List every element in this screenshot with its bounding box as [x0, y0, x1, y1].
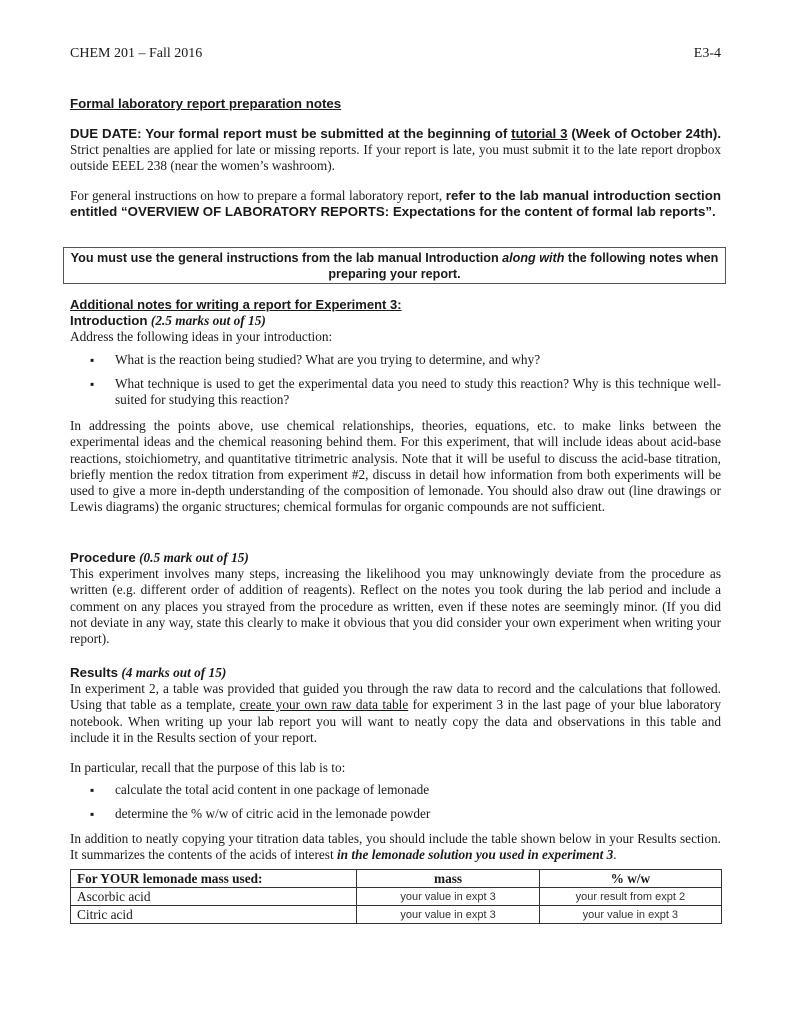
- recall-line: In particular, recall that the purpose of this lab is to:: [70, 760, 346, 776]
- procedure-paragraph: This experiment involves many steps, increasing the likelihood you may unknowingly deviate from the procedure as written (e.g. different order of addition of reagents). Reflect on the notes you took during the lab period and include a comment on any places you strayed from the procedure as written, even if these notes are seemingly minor. (If you did not deviate in any way, state this clearly to make it obvious that you did consider your own experiment when writing your report).: [70, 566, 721, 647]
- column-header: mass: [357, 870, 539, 888]
- results-section: Results (4 marks out of 15) In experiment 2, a table was provided that guided you through the raw data to record and the calculations that followed. Using that table as a template, create your own raw data table for experiment 3 in the last page of your blue laboratory notebook. When writing up your lab report you will want to neatly copy the data and observations in this table and include it in the Results section of your report. In particular, recall that the purpose of this lab is to: ▪ calculate the total acid content in one package of lemonade ▪ determine the % w/w of citric acid in the lemonade powder In addition to neatly copying your titration data tables, you should include the table shown below in your Results section. It summarizes the contents of the acids of interest in the lemonade solution you used in experiment 3.: [70, 665, 721, 863]
- list-item: ▪ calculate the total acid content in one package of lemonade: [70, 782, 721, 798]
- general-instructions: For general instructions on how to prepare a formal laboratory report, refer to the lab manual introduction section entitled “OVERVIEW OF LABORATORY REPORTS: Expectations for the content of formal lab reports”.: [70, 188, 721, 220]
- introduction-section: Additional notes for writing a report for Experiment 3: Introduction (2.5 marks out of 15) Address the following ideas in your introduction: ▪ What is the reaction being studied? What are you trying to determine, and why? ▪ What technique is used to get the experimental data you need to study this reaction? Why is this technique well-suited for studying this reaction? In addressing the points above, use chemical relationships, theories, equations, etc. to make links between the experimental ideas and the chemical reasoning behind them. For this experiment, that will include ideas about acid-base reactions, stoichiometry, and quantitative titrimetric analysis. Note that it will be useful to discuss the acid-base titration, briefly mention the redox titration from experiment #2, discuss in detail how information from both experiments will be used to give a more in-depth understanding of the composition of lemonade. You should also draw out (line drawings or Lewis diagrams) the organic structures; chemical formulas for organic compounds are not sufficient.: [70, 297, 721, 515]
- due-details: Strict penalties are applied for late or missing reports. If your report is late, you must submit it to the late report dropbox outside EEEL 238 (near the women’s washroom).: [70, 142, 721, 174]
- acid-summary-table: [70, 869, 722, 924]
- intro-heading: Introduction: [70, 313, 148, 329]
- due-label: DUE DATE:: [70, 126, 142, 141]
- list-item: ▪ determine the % w/w of citric acid in the lemonade powder: [70, 806, 721, 822]
- page-number: E3-4: [693, 46, 721, 61]
- results-paragraph: In experiment 2, a table was provided that guided you through the raw data to record and the calculations that followed. Using that table as a template, create your own raw data table for experiment 3 in the last page of your blue laboratory notebook. When writing up your lab report you will want to neatly copy the data and observations in this table and include it in the Results section of your report.: [70, 681, 722, 745]
- course-label: CHEM 201 – Fall 2016: [70, 46, 203, 61]
- table-header-row: [71, 870, 722, 888]
- column-header: % w/w: [539, 870, 721, 888]
- intro-paragraph: In addressing the points above, use chemical relationships, theories, equations, etc. to make links between the experimental ideas and the chemical reasoning behind them. For this experiment, that will include ideas about acid-base reactions, stoichiometry, and quantitative titrimetric analysis. Note that it will be useful to discuss the acid-base titration, briefly mention the redox titration from experiment #2, discuss in detail how information from both experiments will be used to give a more in-depth understanding of the composition of lemonade. You should also draw out (line drawings or Lewis diagrams) the organic structures; chemical formulas for organic compounds are not sufficient.: [70, 418, 721, 515]
- table-row: Citric acid your value in expt 3 your value in expt 3: [71, 906, 722, 924]
- due-date-section: DUE DATE: Your formal report must be submitted at the beginning of tutorial 3 (Week of October 24th). Strict penalties are applied for late or missing reports. If your report is late, you must submit it to the late report dropbox outside EEEL 238 (near the women’s washroom).: [70, 126, 722, 174]
- additional-heading: Additional notes for writing a report for Experiment 3:: [70, 297, 402, 312]
- table-row: Ascorbic acid your value in expt 3 your result from expt 2: [71, 888, 722, 906]
- procedure-section: Procedure (0.5 mark out of 15) This experiment involves many steps, increasing the likelihood you may unknowingly deviate from the procedure as written (e.g. different order of addition of reagents). Reflect on the notes you took during the lab period and include a comment on any places you strayed from the procedure as written, even if these notes are seemingly minor. (If you did not deviate in any way, state this clearly to make it obvious that you did consider your own experiment when writing your report).: [70, 550, 721, 647]
- procedure-heading: Procedure: [70, 550, 136, 565]
- document-title: Formal laboratory report preparation notes: [70, 96, 342, 111]
- results-heading: Results: [70, 665, 119, 680]
- final-paragraph: In addition to neatly copying your titration data tables, you should include the table shown below in your Results section. It summarizes the contents of the acids of interest in the lemonade solution you used in experiment 3.: [70, 830, 721, 862]
- column-header: For YOUR lemonade mass used:: [71, 870, 357, 888]
- notice-box: You must use the general instructions from the lab manual Introduction along with the following notes when preparing your report.: [63, 247, 726, 284]
- tutorial-link: tutorial 3: [511, 126, 568, 141]
- page-header: [70, 46, 721, 62]
- list-item: ▪ What is the reaction being studied? What are you trying to determine, and why?: [70, 352, 721, 368]
- list-item: ▪ What technique is used to get the experimental data you need to study this reaction? Why is this technique well-suited for studying this reaction?: [70, 376, 721, 408]
